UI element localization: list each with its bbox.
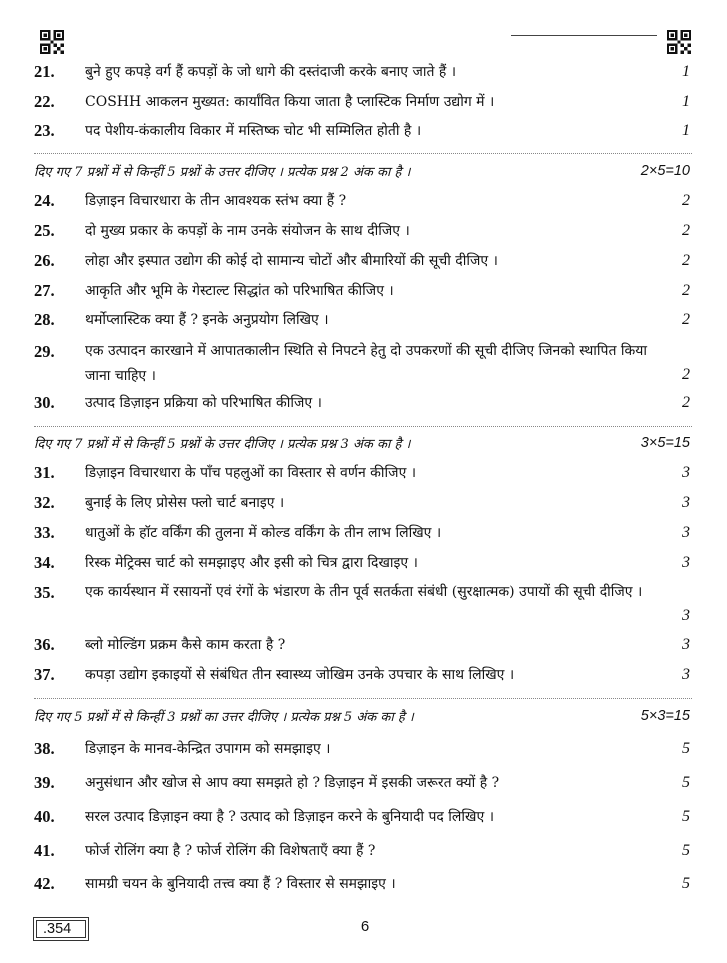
question-number: 37. (34, 665, 55, 684)
question-text: थर्मोप्लास्टिक क्या हैं ? इनके अनुप्रयोग लिखिए । (85, 312, 329, 328)
question-marks: 3 (682, 464, 690, 481)
question-marks: 1 (682, 63, 690, 80)
question-number: 25. (34, 221, 55, 240)
question-text: रिस्क मेट्रिक्स चार्ट को समझाइए और इसी को चित्र द्वारा दिखाइए । (85, 555, 418, 571)
paper-code: .354 (43, 921, 72, 937)
section-divider (34, 153, 692, 154)
question-marks: 2 (682, 311, 690, 328)
question-text: कपड़ा उद्योग इकाइयों से संबंधित तीन स्वास्थ्य जोखिम उनके उपचार के साथ लिखिए । (85, 667, 515, 683)
section-marks: 3×5=15 (640, 435, 690, 451)
section-marks: 5×3=15 (640, 708, 690, 724)
question-marks: 1 (682, 122, 690, 139)
question-number: 28. (34, 310, 55, 329)
section-instruction: दिए गए 7 प्रश्नों में से किन्हीं 5 प्रश्नों के उत्तर दीजिए । प्रत्येक प्रश्न 2 अंक का है । (34, 165, 411, 180)
question-marks: 5 (682, 875, 690, 892)
question-number: 30. (34, 393, 55, 412)
question-text: धातुओं के हॉट वर्किंग की तुलना में कोल्ड वर्किंग के तीन लाभ लिखिए । (85, 525, 442, 541)
question-text: उत्पाद डिज़ाइन प्रक्रिया को परिभाषित कीजिए । (85, 395, 322, 411)
question-number: 23. (34, 121, 55, 140)
question-marks: 3 (682, 666, 690, 683)
question-text: एक उत्पादन कारखाने में आपातकालीन स्थिति से निपटने हेतु दो उपकरणों की सूची दीजिए जिनको स्थापित किया जाना चाहिए । (85, 343, 648, 384)
question-number: 31. (34, 463, 55, 482)
question-number: 24. (34, 191, 55, 210)
question-text: COSHH आकलन मुख्यत: कार्यांवित किया जाता है प्लास्टिक निर्माण उद्योग में । (85, 94, 495, 110)
question-text: डिज़ाइन के मानव-केन्द्रित उपागम को समझाइए । (85, 741, 331, 757)
question-number: 40. (34, 807, 55, 826)
paper-code-box (33, 917, 89, 941)
question-number: 33. (34, 523, 55, 542)
question-text: बुनाई के लिए प्रोसेस फ्लो चार्ट बनाइए । (85, 495, 285, 511)
question-number: 26. (34, 251, 55, 270)
question-text: डिज़ाइन विचारधारा के तीन आवश्यक स्तंभ क्या हैं ? (85, 193, 347, 209)
question-text: सरल उत्पाद डिज़ाइन क्या है ? उत्पाद को डिज़ाइन करने के बुनियादी पद लिखिए । (85, 809, 494, 825)
question-number: 21. (34, 62, 55, 81)
question-marks: 2 (682, 366, 690, 383)
section-divider (34, 426, 692, 427)
question-text: डिज़ाइन विचारधारा के पाँच पहलुओं का विस्तार से वर्णन कीजिए । (85, 465, 417, 481)
question-marks: 3 (682, 524, 690, 541)
question-marks: 5 (682, 842, 690, 859)
question-number: 41. (34, 841, 55, 860)
question-marks: 5 (682, 808, 690, 825)
question-number: 27. (34, 281, 55, 300)
question-number: 29. (34, 342, 55, 361)
section-divider (34, 698, 692, 699)
question-marks: 5 (682, 740, 690, 757)
question-number: 35. (34, 583, 55, 602)
question-text: सामग्री चयन के बुनियादी तत्त्व क्या हैं ? विस्तार से समझाइए । (85, 876, 396, 892)
question-number: 39. (34, 773, 55, 792)
question-number: 42. (34, 874, 55, 893)
question-text: पद पेशीय-कंकालीय विकार में मस्तिष्क चोट भी सम्मिलित होती है । (85, 123, 422, 139)
header-rule (511, 35, 657, 36)
question-text: लोहा और इस्पात उद्योग की कोई दो सामान्य चोटों और बीमारियों की सूची दीजिए । (85, 253, 498, 269)
question-marks: 2 (682, 222, 690, 239)
section-marks: 2×5=10 (640, 163, 690, 179)
question-text: दो मुख्य प्रकार के कपड़ों के नाम उनके संयोजन के साथ दीजिए । (85, 223, 410, 239)
page-number: 6 (360, 918, 370, 935)
question-marks: 2 (682, 282, 690, 299)
question-marks: 3 (682, 494, 690, 511)
question-text: फोर्ज रोलिंग क्या है ? फोर्ज रोलिंग की विशेषताएँ क्या हैं ? (85, 843, 376, 859)
question-number: 38. (34, 739, 55, 758)
question-marks: 2 (682, 394, 690, 411)
qr-code-icon (667, 30, 691, 54)
question-marks: 5 (682, 774, 690, 791)
question-number: 34. (34, 553, 55, 572)
question-number: 32. (34, 493, 55, 512)
question-number: 22. (34, 92, 55, 111)
question-number: 36. (34, 635, 55, 654)
question-marks: 2 (682, 252, 690, 269)
question-text: अनुसंधान और खोज से आप क्या समझते हो ? डिज़ाइन में इसकी जरूरत क्यों है ? (85, 775, 500, 791)
question-text: बुने हुए कपड़े वर्ग हैं कपड़ों के जो धागे की दस्तंदाजी करके बनाए जाते हैं । (85, 64, 457, 80)
question-marks: 3 (682, 636, 690, 653)
question-marks: 3 (682, 607, 690, 624)
question-marks: 1 (682, 93, 690, 110)
qr-code-icon (40, 30, 64, 54)
question-marks: 2 (682, 192, 690, 209)
question-marks: 3 (682, 554, 690, 571)
question-text: आकृति और भूमि के गेस्टाल्ट सिद्धांत को परिभाषित कीजिए । (85, 283, 394, 299)
section-instruction: दिए गए 5 प्रश्नों में से किन्हीं 3 प्रश्नों का उत्तर दीजिए । प्रत्येक प्रश्न 5 अंक का है । (34, 710, 414, 725)
question-text: ब्लो मोल्डिंग प्रक्रम कैसे काम करता है ? (85, 637, 286, 653)
question-text: एक कार्यस्थान में रसायनों एवं रंगों के भंडारण के तीन पूर्व सतर्कता संबंधी (सुरक्षात्मक) उपायों की सूची दीजिए । (85, 584, 643, 600)
section-instruction: दिए गए 7 प्रश्नों में से किन्हीं 5 प्रश्नों के उत्तर दीजिए । प्रत्येक प्रश्न 3 अंक का है । (34, 437, 411, 452)
